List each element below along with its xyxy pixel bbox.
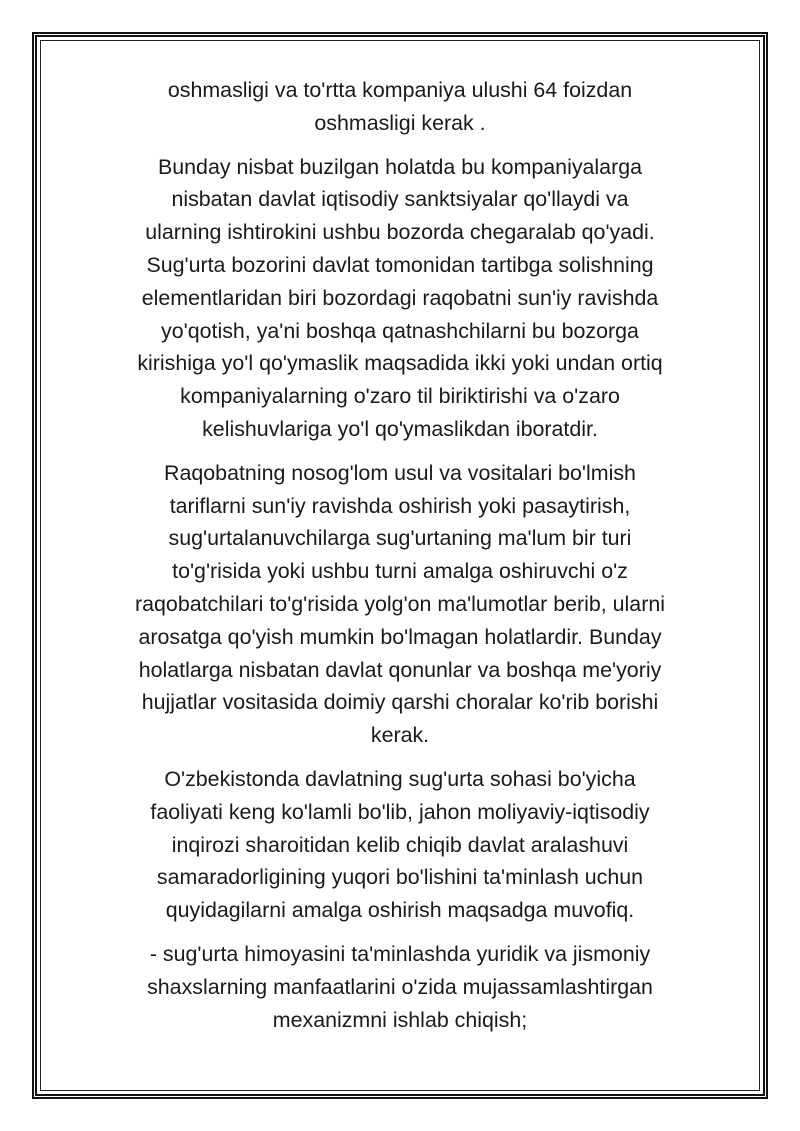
text-line: shaxslarning manfaatlarini o'zida mujassamlashtirgan bbox=[147, 974, 653, 999]
text-line: samaradorligining yuqori bo'lishini ta'minlash uchun bbox=[156, 865, 644, 890]
text-line: inqirozi sharoitidan kelib chiqib davlat aralashuvi bbox=[171, 832, 629, 857]
text-line: Raqobatning nosog'lom usul va vositalari bo'lmish bbox=[164, 460, 636, 485]
text-line: ularning ishtirokini ushbu bozorda chegaralab qo'yadi. bbox=[145, 220, 655, 245]
text-line: tariflarni sun'iy ravishda oshirish yoki pasaytirish, bbox=[169, 493, 631, 518]
text-line: oshmasligi va to'rtta kompaniya ulushi 64 foizdan bbox=[167, 78, 633, 102]
text-line: nisbatan davlat iqtisodiy sanktsiyalar qo'llaydi va bbox=[171, 187, 629, 212]
text-line: kerak. bbox=[370, 723, 430, 748]
text-line: quyidagilarni amalga oshirish maqsadga muvofiq. bbox=[165, 898, 635, 923]
text-line: elementlaridan biri bozordagi raqobatni sun'iy ravishda bbox=[141, 285, 659, 310]
text-line: kompaniyalarning o'zaro til biriktirishi va o'zaro bbox=[180, 384, 620, 409]
text-line: to'g'risida yoki ushbu turni amalga oshiruvchi o'z bbox=[172, 559, 628, 584]
document-body bbox=[90, 74, 710, 1047]
text-line: kirishiga yo'l qo'ymaslik maqsadida ikki yoki undan ortiq bbox=[137, 351, 663, 376]
paragraph-5 bbox=[90, 938, 710, 1036]
paragraph-2 bbox=[90, 151, 710, 446]
text-line: Sug'urta bozorini davlat tomonidan tartibga solishning bbox=[146, 252, 654, 277]
text-line: sug'urtalanuvchilarga sug'urtaning ma'lum bir turi bbox=[168, 526, 632, 551]
text-line: Bunday nisbat buzilgan holatda bu kompaniyalarga bbox=[157, 154, 642, 179]
text-line: faoliyati keng ko'lamli bo'lib, jahon moliyaviy-iqtisodiy bbox=[150, 799, 650, 824]
text-line: arosatga qo'yish mumkin bo'lmagan holatlardir. Bunday bbox=[138, 624, 662, 649]
text-line: O'zbekistonda davlatning sug'urta sohasi bo'yicha bbox=[164, 766, 636, 791]
paragraph-1 bbox=[90, 74, 710, 140]
paragraph-3 bbox=[90, 457, 710, 752]
text-line: kelishuvlariga yo'l qo'ymaslikdan iboratdir. bbox=[202, 416, 598, 441]
text-line: yo'qotish, ya'ni boshqa qatnashchilarni bu bozorga bbox=[161, 318, 639, 343]
text-line: - sug'urta himoyasini ta'minlashda yuridik va jismoniy bbox=[149, 941, 651, 966]
text-line: oshmasligi kerak . bbox=[314, 110, 486, 135]
paragraph-4 bbox=[90, 763, 710, 927]
text-line: hujjatlar vositasida doimiy qarshi choralar ko'rib borishi bbox=[141, 690, 659, 715]
text-line: holatlarga nisbatan davlat qonunlar va boshqa me'yoriy bbox=[138, 657, 662, 682]
text-line: mexanizmni ishlab chiqish; bbox=[272, 1007, 528, 1032]
text-line: raqobatchilari to'g'risida yolg'on ma'lumotlar berib, ularni bbox=[135, 591, 665, 616]
